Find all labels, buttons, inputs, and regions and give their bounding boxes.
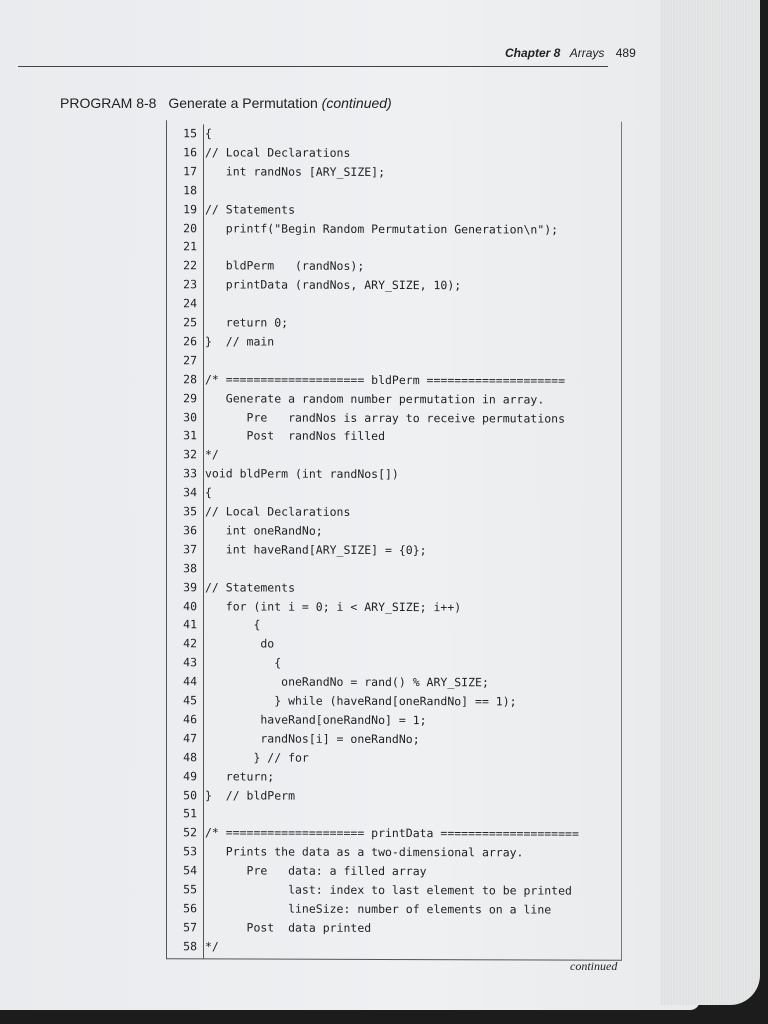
code-line: void bldPerm (int randNos[]) — [205, 466, 399, 482]
line-number: 18 — [183, 182, 197, 197]
code-line: oneRandNo = rand() % ARY_SIZE; — [205, 674, 489, 690]
line-number: 26 — [183, 334, 197, 349]
line-number: 36 — [183, 523, 197, 538]
code-line: Pre data: a filled array — [205, 863, 427, 879]
line-number: 44 — [183, 674, 197, 689]
page-number: 489 — [615, 46, 636, 60]
line-number: 40 — [183, 598, 197, 613]
code-line: { — [205, 485, 212, 500]
code-line: Prints the data as a two-dimensional array. — [205, 844, 524, 860]
code-line: printf("Begin Random Permutation Generation\n"); — [205, 220, 559, 237]
code-line: Post randNos filled — [205, 428, 386, 444]
header-rule — [18, 66, 608, 67]
line-number: 45 — [183, 693, 197, 708]
line-number: 25 — [183, 315, 197, 330]
line-number: 15 — [183, 126, 197, 141]
code-line: last: index to last element to be printed — [205, 882, 572, 898]
code-line: Generate a random number permutation in array. — [205, 390, 545, 407]
code-line: */ — [205, 939, 219, 954]
program-title: Generate a Permutation — [168, 95, 318, 111]
line-number: 52 — [183, 825, 197, 840]
code-line: bldPerm (randNos); — [205, 258, 365, 274]
line-number: 50 — [183, 787, 197, 802]
code-line: */ — [205, 447, 219, 462]
line-number: 34 — [183, 485, 197, 500]
code-line: Post data printed — [205, 920, 372, 935]
program-continued: (continued) — [321, 95, 392, 111]
code-line: int oneRandNo; — [205, 523, 323, 538]
code-line: for (int i = 0; i < ARY_SIZE; i++) — [205, 598, 462, 614]
line-number: 43 — [183, 655, 197, 670]
line-number: 33 — [183, 466, 197, 481]
line-number: 35 — [183, 504, 197, 519]
line-number: 17 — [183, 164, 197, 179]
line-number: 31 — [183, 428, 197, 443]
line-number: 48 — [183, 749, 197, 764]
line-number: 23 — [183, 277, 197, 292]
line-number: 21 — [183, 239, 197, 254]
code-line: return; — [205, 768, 275, 784]
code-line: do — [205, 636, 275, 651]
line-number: 57 — [183, 920, 197, 935]
code-line: } // main — [205, 334, 275, 349]
line-number: 30 — [183, 409, 197, 424]
line-number: 42 — [183, 636, 197, 651]
line-number: 54 — [183, 863, 197, 878]
line-number: 20 — [183, 220, 197, 235]
line-number: 53 — [183, 844, 197, 859]
code-line: haveRand[oneRandNo] = 1; — [205, 712, 427, 728]
code-listing — [166, 120, 622, 961]
continued-note: continued — [570, 959, 618, 973]
code-line: // Local Declarations — [205, 504, 351, 519]
line-number: 27 — [183, 353, 197, 368]
code-line: int randNos [ARY_SIZE]; — [205, 164, 386, 179]
line-number: 58 — [183, 938, 197, 953]
code-line: lineSize: number of elements on a line — [205, 901, 552, 917]
code-line: /* ==================== printData ==================== — [205, 825, 579, 841]
code-line: { — [205, 655, 282, 670]
code-line: } while (haveRand[oneRandNo] == 1); — [205, 693, 517, 709]
line-number: 24 — [183, 296, 197, 311]
line-number: 46 — [183, 712, 197, 727]
section-label: Arrays — [569, 46, 605, 60]
line-number: 38 — [183, 560, 197, 575]
line-number: 47 — [183, 731, 197, 746]
chapter-label: Chapter 8 — [505, 46, 561, 60]
line-number: 22 — [183, 258, 197, 273]
code-line: { — [205, 126, 212, 141]
code-line: // Statements — [205, 201, 296, 217]
line-number: 28 — [183, 371, 197, 386]
code-line: printData (randNos, ARY_SIZE, 10); — [205, 277, 462, 293]
code-line: /* ==================== bldPerm ==================== — [205, 372, 566, 388]
code-line: } // for — [205, 750, 309, 765]
page-edges — [660, 0, 760, 1005]
line-number: 51 — [183, 806, 197, 821]
line-number: 32 — [183, 447, 197, 462]
line-number: 37 — [183, 542, 197, 557]
line-number: 29 — [183, 390, 197, 405]
code-line: // Local Declarations — [205, 145, 351, 160]
line-number: 49 — [183, 768, 197, 783]
code-line: return 0; — [205, 315, 289, 330]
line-number: 55 — [183, 882, 197, 897]
code-line: { — [205, 617, 261, 632]
code-line: Pre randNos is array to receive permutations — [205, 409, 566, 426]
running-header — [505, 46, 636, 60]
program-caption — [60, 95, 392, 111]
line-number: 41 — [183, 617, 197, 632]
line-number: 39 — [183, 579, 197, 594]
code-line: // Statements — [205, 579, 296, 595]
line-number: 56 — [183, 901, 197, 916]
code-line: } // bldPerm — [205, 787, 296, 803]
line-number: 16 — [183, 145, 197, 160]
line-number: 19 — [183, 201, 197, 216]
code-line: randNos[i] = oneRandNo; — [205, 731, 420, 746]
program-label: PROGRAM 8-8 — [60, 95, 157, 111]
code-line: int haveRand[ARY_SIZE] = {0}; — [205, 542, 427, 557]
